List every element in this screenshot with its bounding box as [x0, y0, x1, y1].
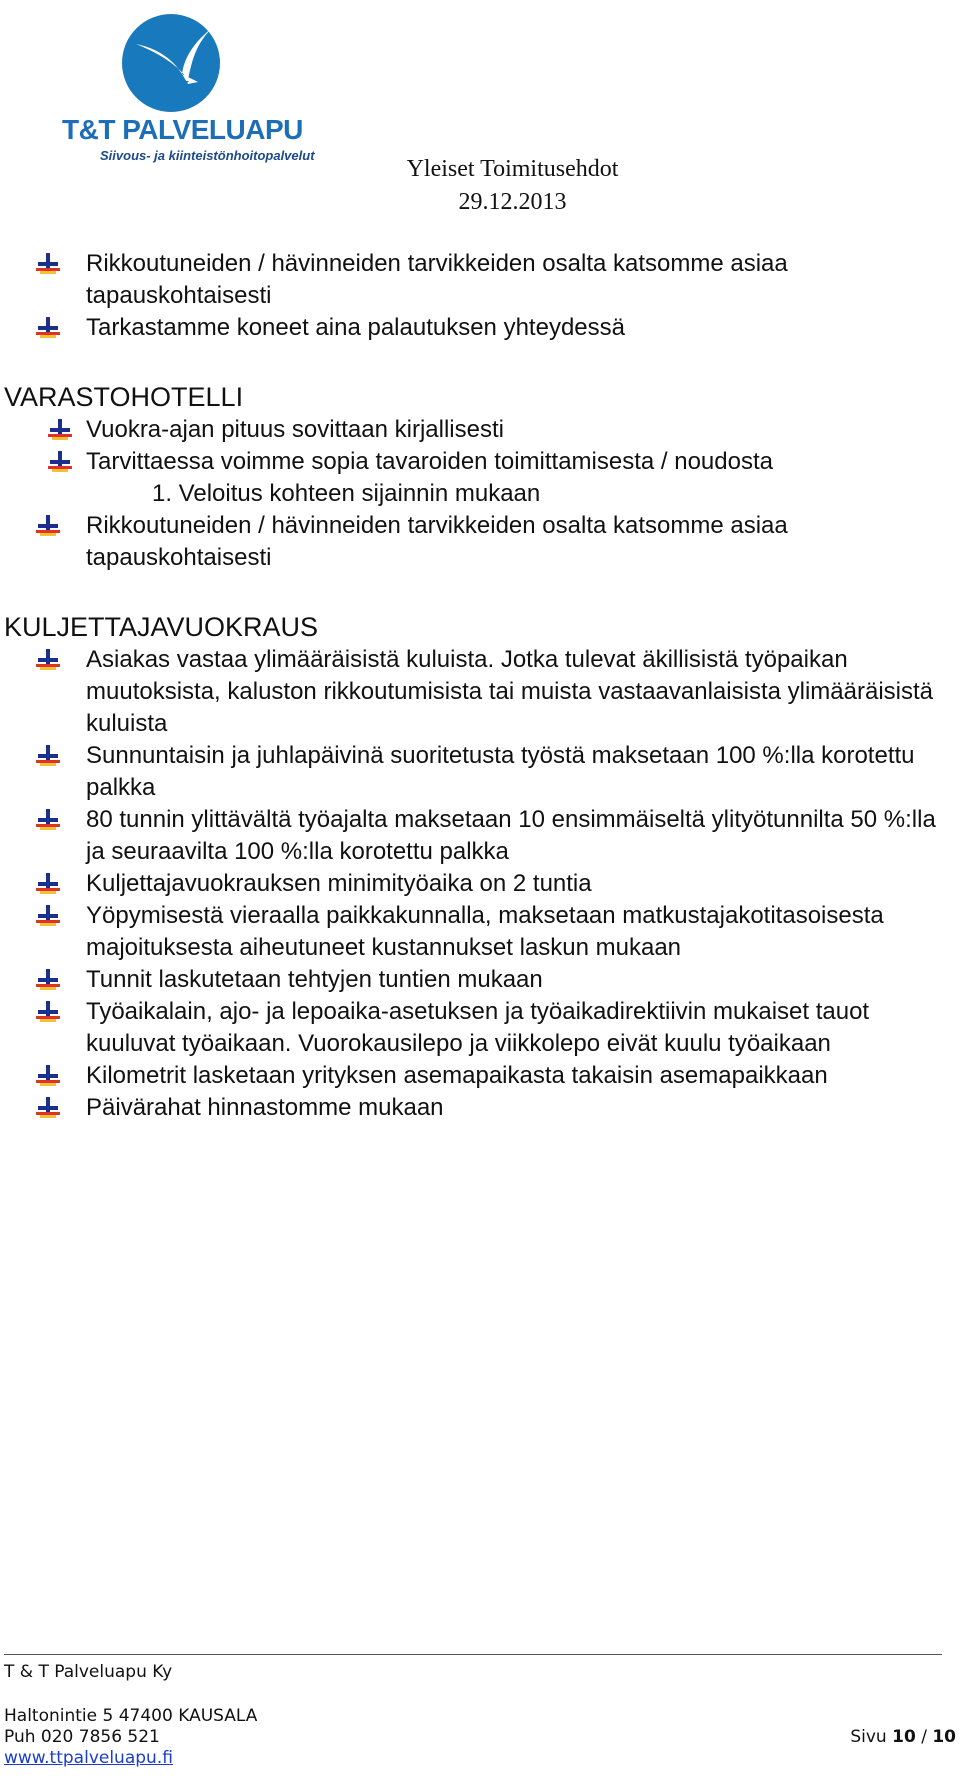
list-item: Yöpymisestä vieraalla paikkakunnalla, maksetaan matkustajakotitasoisesta majoituksesta aiheutuneet kustannukset laskun mukaan	[0, 900, 960, 964]
logo-brand-text: T&T PALVELUAPU	[62, 114, 303, 145]
intro-list	[0, 248, 960, 344]
list-item: Työaikalain, ajo- ja lepoaika-asetuksen ja työaikadirektiivin mukaiset tauot kuuluvat työaikaan. Vuorokausilepo ja viikkolepo eivät kuulu työaikaan	[0, 996, 960, 1060]
bullet-icon	[36, 872, 60, 896]
list-item: Sunnuntaisin ja juhlapäivinä suoritetusta työstä maksetaan 100 %:lla korotettu palkka	[0, 740, 960, 804]
logo-ampersand: &	[173, 72, 191, 94]
bullet-icon	[36, 316, 60, 340]
list-item: Vuokra-ajan pituus sovittaan kirjallisesti	[0, 414, 960, 446]
varastohotelli-list	[0, 414, 960, 478]
footer-company: T & T Palveluapu Ky	[4, 1662, 173, 1682]
list-item: Rikkoutuneiden / hävinneiden tarvikkeiden osalta katsomme asiaa tapauskohtaisesti	[0, 510, 960, 574]
bullet-icon	[36, 514, 60, 538]
bullet-icon	[36, 808, 60, 832]
page-label: Sivu	[850, 1727, 887, 1747]
bullet-icon	[48, 450, 72, 474]
footer-address: Haltonintie 5 47400 KAUSALA	[4, 1706, 258, 1726]
footer-website	[4, 1748, 173, 1768]
numbered-item: 1. Veloitus kohteen sijainnin mukaan	[152, 480, 541, 507]
website-link[interactable]: www.ttpalveluapu.fi	[4, 1748, 173, 1768]
list-item: 80 tunnin ylittävältä työajalta maksetaan 10 ensimmäiseltä ylityötunnilta 50 %:lla ja seuraavilta 100 %:lla korotettu palkka	[0, 804, 960, 868]
bullet-icon	[36, 252, 60, 276]
list-item: Asiakas vastaa ylimääräisistä kuluista. Jotka tulevat äkillisistä työpaikan muutoksista, kaluston rikkoutumisista tai muista vastaavanlaisista ylimääräisistä kuluista	[0, 644, 960, 740]
bullet-icon	[36, 1000, 60, 1024]
list-item: Päivärahat hinnastomme mukaan	[0, 1092, 960, 1124]
document-title: Yleiset Toimitusehdot	[406, 156, 619, 182]
page-number	[850, 1727, 956, 1747]
list-item: Kuljettajavuokrauksen minimityöaika on 2 tuntia	[0, 868, 960, 900]
page-total: 10	[932, 1727, 956, 1747]
bullet-icon	[36, 648, 60, 672]
list-item: Kilometrit lasketaan yrityksen asemapaikasta takaisin asemapaikkaan	[0, 1060, 960, 1092]
bullet-icon	[36, 1064, 60, 1088]
list-item: Rikkoutuneiden / hävinneiden tarvikkeiden osalta katsomme asiaa tapauskohtaisesti	[0, 248, 960, 312]
document-body	[0, 248, 960, 1124]
kuljettajavuokraus-list	[0, 644, 960, 1124]
footer-phone: Puh 020 7856 521	[4, 1727, 160, 1747]
page-separator: /	[921, 1727, 927, 1747]
company-logo	[60, 14, 315, 164]
logo-tagline: Siivous- ja kiinteistönhoitopalvelut	[100, 148, 315, 163]
bullet-icon	[48, 418, 72, 442]
bullet-icon	[36, 904, 60, 928]
logo-bird-icon	[122, 14, 220, 112]
list-item: Tarvittaessa voimme sopia tavaroiden toimittamisesta / noudosta	[0, 446, 960, 478]
document-date: 29.12.2013	[458, 189, 567, 215]
section-heading-varastohotelli: VARASTOHOTELLI	[4, 382, 244, 412]
list-item: Tunnit laskutetaan tehtyjen tuntien mukaan	[0, 964, 960, 996]
varastohotelli-list-2	[0, 510, 960, 574]
bullet-icon	[36, 744, 60, 768]
section-heading-kuljettajavuokraus: KULJETTAJAVUOKRAUS	[4, 612, 319, 642]
list-item: Tarkastamme koneet aina palautuksen yhteydessä	[0, 312, 960, 344]
bullet-icon	[36, 968, 60, 992]
bullet-icon	[36, 1096, 60, 1120]
page-current: 10	[892, 1727, 916, 1747]
footer-divider	[4, 1654, 942, 1655]
